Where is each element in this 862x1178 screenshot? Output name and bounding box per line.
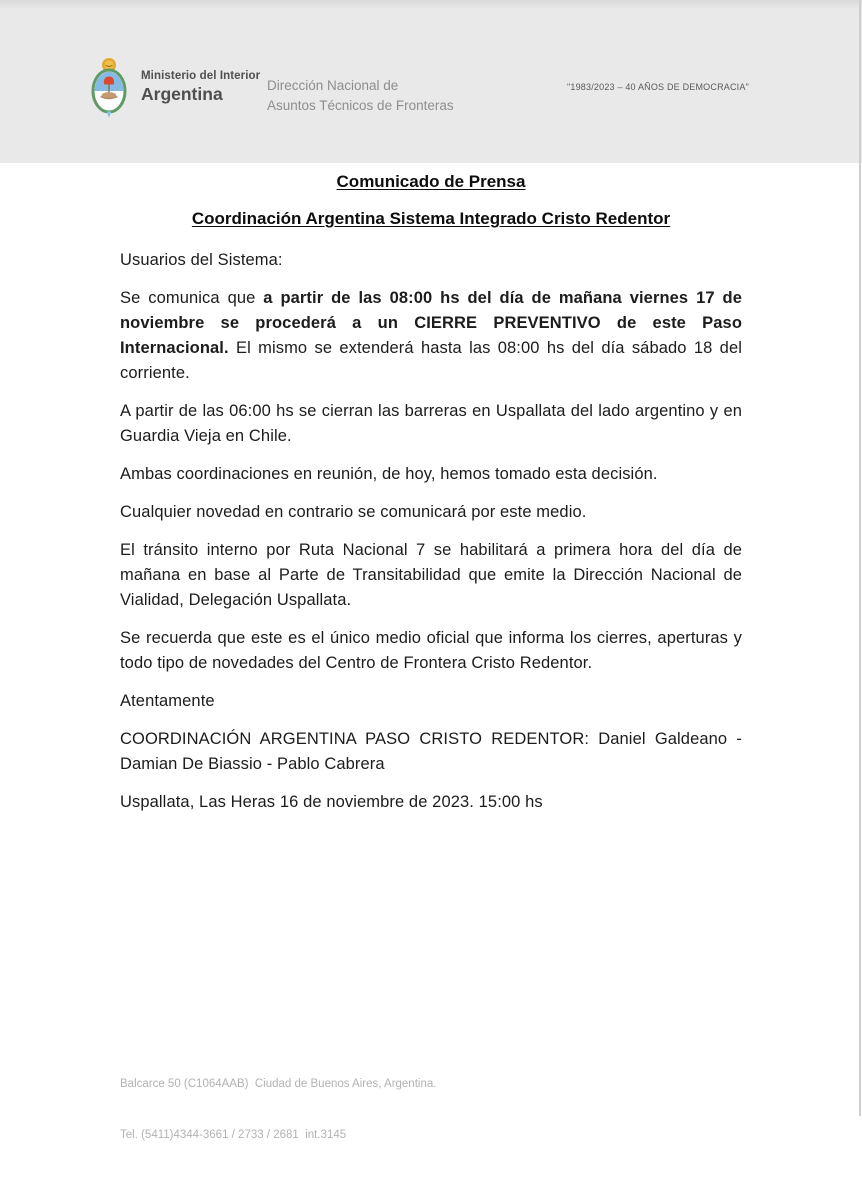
paragraph-segment: El mismo se extenderá hasta las 08:00 hs del día sábado 18 del corriente. xyxy=(120,339,742,382)
paragraph xyxy=(120,462,742,487)
document-subtitle: Coordinación Argentina Sistema Integrado Cristo Redentor xyxy=(191,209,671,228)
footer-address: Balcarce 50 (C1064AAB) Ciudad de Buenos Aires, Argentina. xyxy=(120,1078,437,1090)
paragraph-segment: Se recuerda que este es el único medio oficial que informa los cierres, aperturas y todo tipo de novedades del Centro de Frontera Cristo Redentor. xyxy=(120,629,742,672)
department-name xyxy=(267,76,454,116)
paragraph-segment: A partir de las 06:00 hs se cierran las barreras en Uspallata del lado argentino y en Guardia Vieja en Chile. xyxy=(120,402,742,445)
paragraph-segment: Usuarios del Sistema: xyxy=(120,251,283,269)
letterhead-band xyxy=(0,0,862,163)
paragraph-segment: Ambas coordinaciones en reunión, de hoy, hemos tomado esta decisión. xyxy=(120,465,658,483)
paragraph xyxy=(120,399,742,449)
country-name: Argentina xyxy=(141,84,223,104)
paragraph-bold-segment: a partir de las 08:00 hs del día de mañana viernes 17 de noviembre se procederá a un CIERRE PREVENTIVO de este Paso Internacional. xyxy=(120,289,742,357)
paragraph xyxy=(120,626,742,676)
paragraph xyxy=(120,538,742,613)
paragraph xyxy=(120,286,742,386)
document-body xyxy=(120,248,742,815)
paragraph-segment: Cualquier novedad en contrario se comunicará por este medio. xyxy=(120,503,587,521)
paragraph-segment: Se comunica que xyxy=(120,289,264,307)
anniversary-motto: "1983/2023 – 40 AÑOS DE DEMOCRACIA" xyxy=(567,82,749,92)
paragraph-segment: El tránsito interno por Ruta Nacional 7 se habilitará a primera hora del día de mañana en base al Parte de Transitabilidad que emite la Dirección Nacional de Vialidad, Delegación Uspallata. xyxy=(120,541,742,609)
paragraph xyxy=(120,248,742,273)
department-line-1: Dirección Nacional de xyxy=(267,78,399,93)
argentina-coat-of-arms-icon xyxy=(88,56,130,120)
document-title: Comunicado de Prensa xyxy=(336,172,526,191)
page-footer xyxy=(120,1042,436,1178)
ministry-brand-text xyxy=(141,69,260,104)
document-content xyxy=(120,163,742,828)
footer-phone: Tel. (5411)4344-3661 / 2733 / 2681 int.3145 xyxy=(120,1129,347,1141)
department-line-2: Asuntos Técnicos de Fronteras xyxy=(267,98,454,113)
paragraph-segment: COORDINACIÓN ARGENTINA PASO CRISTO REDENTOR: Daniel Galdeano - Damian De Biassio - Pablo Cabrera xyxy=(120,730,742,773)
paragraph-segment: Uspallata, Las Heras 16 de noviembre de 2023. 15:00 hs xyxy=(120,793,543,811)
page-right-edge-line xyxy=(859,0,861,1116)
paragraph-segment: Atentamente xyxy=(120,692,215,710)
paragraph xyxy=(120,727,742,777)
paragraph xyxy=(120,689,742,714)
paragraph xyxy=(120,500,742,525)
ministry-name: Ministerio del Interior xyxy=(141,70,261,82)
ministry-brand xyxy=(88,56,260,120)
paragraph xyxy=(120,790,742,815)
